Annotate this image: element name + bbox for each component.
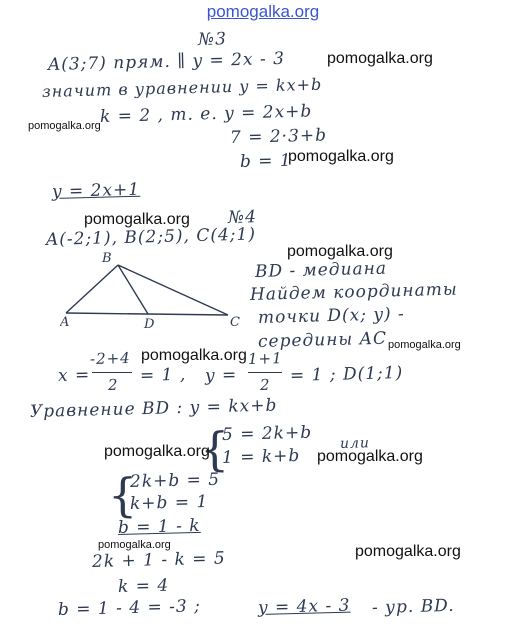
y-lhs: y = xyxy=(204,365,238,386)
side-ab xyxy=(66,265,118,313)
problem3-line4: 7 = 2·3+b xyxy=(229,125,328,148)
system2-brace: { xyxy=(108,468,138,522)
watermark: pomogalka.org xyxy=(84,211,190,228)
equation-bd-line: Уравнение BD : y = kx+b xyxy=(29,395,278,422)
final-note: - ур. BD. xyxy=(371,595,455,618)
note-line1: BD - медиана xyxy=(254,258,388,282)
y-fraction-bar xyxy=(248,372,282,373)
label-b: B xyxy=(102,251,112,266)
note-line3: точки D(x; y) - xyxy=(257,304,406,328)
watermark: pomogalka.org xyxy=(388,339,461,351)
x-numerator: -2+4 xyxy=(89,348,131,368)
watermark: pomogalka.org xyxy=(327,50,433,67)
note-line2: Найдем координаты xyxy=(249,279,458,305)
y-denominator: 2 xyxy=(259,375,271,394)
watermark: pomogalka.org xyxy=(355,543,461,560)
problem4-points: A(-2;1), B(2;5), C(4;1) xyxy=(45,224,257,250)
label-a: A xyxy=(60,315,70,330)
watermark: pomogalka.org xyxy=(141,347,247,364)
problem3-line5: b = 1 xyxy=(239,150,292,172)
system1-eq2: 1 = k+b xyxy=(221,445,301,468)
watermark: pomogalka.org xyxy=(104,443,210,460)
watermark: pomogalka.org xyxy=(288,148,394,165)
step-b-expr: b = 1 - k xyxy=(117,515,201,538)
watermark: pomogalka.org xyxy=(287,243,393,260)
step-b-value: b = 1 - 4 = -3 ; xyxy=(57,596,202,620)
problem3-answer: y = 2x+1 xyxy=(51,179,141,202)
system2-eq2: k+b = 1 xyxy=(129,491,209,514)
label-d: D xyxy=(144,317,155,330)
problem3-number: №3 xyxy=(197,29,228,50)
watermark: pomogalka.org xyxy=(317,448,423,465)
side-bc xyxy=(118,265,228,315)
label-c: C xyxy=(230,315,240,330)
y-result: = 1 ; D(1;1) xyxy=(289,363,404,386)
final-equation: y = 4x - 3 xyxy=(257,595,351,618)
or-word: или xyxy=(339,435,371,452)
step-substitution: 2k + 1 - k = 5 xyxy=(91,548,226,572)
y-numerator: 1+1 xyxy=(247,349,283,368)
system1-eq1: 5 = 2k+b xyxy=(221,422,313,445)
note-line4: середины AC xyxy=(257,328,388,352)
problem3-line2: значит в уравнении y = kx+b xyxy=(41,74,323,101)
step-k: k = 4 xyxy=(117,575,170,597)
problem3-line1: A(3;7) прям. ∥ y = 2x - 3 xyxy=(47,48,286,75)
problem3-line3: k = 2 , т. е. y = 2x+b xyxy=(99,101,313,127)
watermark-top: pomogalka.org xyxy=(206,2,320,21)
problem4-number: №4 xyxy=(227,207,258,228)
system1-brace: { xyxy=(200,422,230,476)
watermark: pomogalka.org xyxy=(28,120,101,132)
x-fraction-bar xyxy=(92,372,132,373)
x-result: = 1 , xyxy=(139,364,187,386)
x-denominator: 2 xyxy=(107,375,119,394)
system2-eq1: 2k+b = 5 xyxy=(129,469,221,492)
x-lhs: x = xyxy=(57,365,91,386)
watermark: pomogalka.org xyxy=(98,539,171,551)
triangle-figure xyxy=(60,250,250,330)
